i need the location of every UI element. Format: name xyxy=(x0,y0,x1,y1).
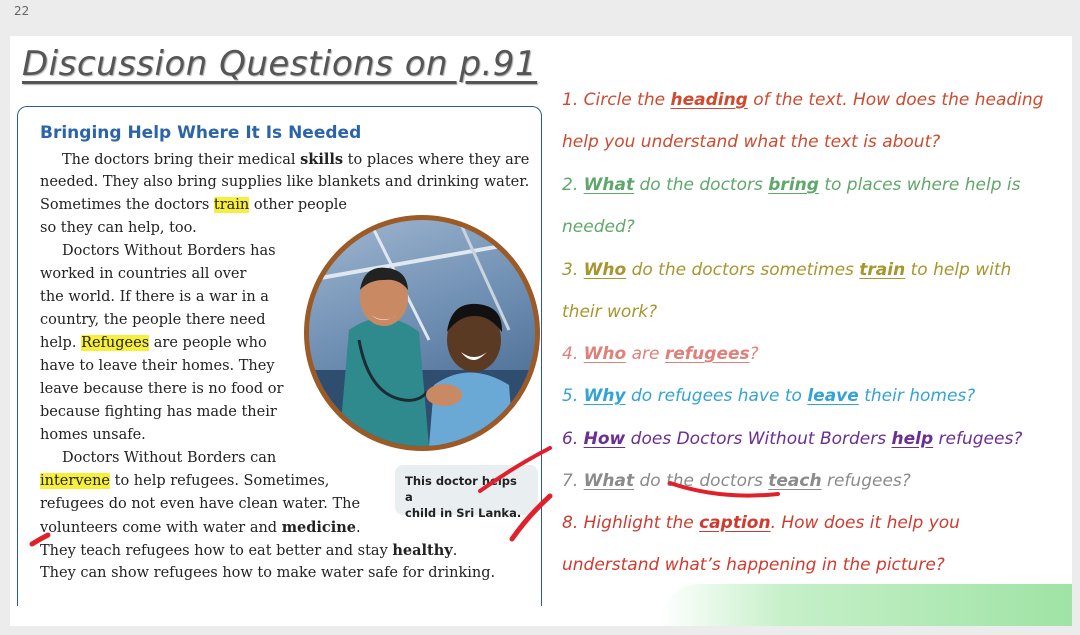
text-line: worked in countries all over xyxy=(40,266,247,282)
annotation-marks xyxy=(10,36,1072,626)
text-line: Doctors Without Borders has xyxy=(62,243,276,259)
highlighted-word: Refugees xyxy=(81,335,150,351)
text-line: Doctors Without Borders can xyxy=(62,450,277,466)
text-line: because fighting has made their xyxy=(40,404,277,420)
text-line: intervene to help refugees. Sometimes, xyxy=(40,473,330,489)
pen-stroke xyxy=(670,483,778,496)
text-line: leave because there is no food or xyxy=(40,381,284,397)
text-line: Sometimes the doctors train other people xyxy=(40,197,347,213)
question-3: 3. Who do the doctors sometimes train to help with xyxy=(562,260,1012,280)
question-8: 8. Highlight the caption. How does it help you xyxy=(562,513,960,533)
text-line: The doctors bring their medical skills to places where they are xyxy=(62,151,530,168)
text-line: help. Refugees are people who xyxy=(40,335,267,351)
text-line: They teach refugees how to eat better and stay healthy. xyxy=(40,542,458,559)
question-1: 1. Circle the heading of the text. How does the heading xyxy=(562,90,1044,110)
text-line: They can show refugees how to make water safe for drinking. xyxy=(40,565,496,581)
slide xyxy=(10,36,1072,626)
text-line: homes unsafe. xyxy=(40,427,146,443)
question-8-cont: understand what’s happening in the picture? xyxy=(562,555,945,575)
question-3-cont: their work? xyxy=(562,302,658,322)
text-line: the world. If there is a war in a xyxy=(40,289,269,305)
pen-stroke xyxy=(32,535,48,544)
text-line: so they can help, too. xyxy=(40,220,197,236)
pen-stroke xyxy=(480,448,550,491)
slide-title: Discussion Questions on p.91 xyxy=(22,44,538,84)
pen-stroke xyxy=(512,496,550,539)
caption-line: child in Sri Lanka. xyxy=(405,506,522,520)
question-1-cont: help you understand what the text is about? xyxy=(562,132,941,152)
question-2: 2. What do the doctors bring to places where help is xyxy=(562,175,1021,195)
text-line: volunteers come with water and medicine. xyxy=(40,519,361,536)
question-7: 7. What do the doctors teach refugees? xyxy=(562,471,911,491)
page-number: 22 xyxy=(14,4,30,18)
question-4: 4. Who are refugees? xyxy=(562,344,759,364)
text-line: country, the people there need xyxy=(40,312,266,328)
caption-line: This doctor helps a xyxy=(405,474,517,504)
text-line: have to leave their homes. They xyxy=(40,358,275,374)
textbook-heading: Bringing Help Where It Is Needed xyxy=(40,123,362,143)
question-6: 6. How does Doctors Without Borders help refugees? xyxy=(562,429,1023,449)
text-line: refugees do not even have clean water. The xyxy=(40,496,361,512)
highlighted-word: train xyxy=(213,197,250,213)
text-line: needed. They also bring supplies like blankets and drinking water. xyxy=(40,174,530,190)
highlighted-word: intervene xyxy=(40,473,111,489)
question-2-cont: needed? xyxy=(562,217,635,237)
question-5: 5. Why do refugees have to leave their homes? xyxy=(562,386,976,406)
